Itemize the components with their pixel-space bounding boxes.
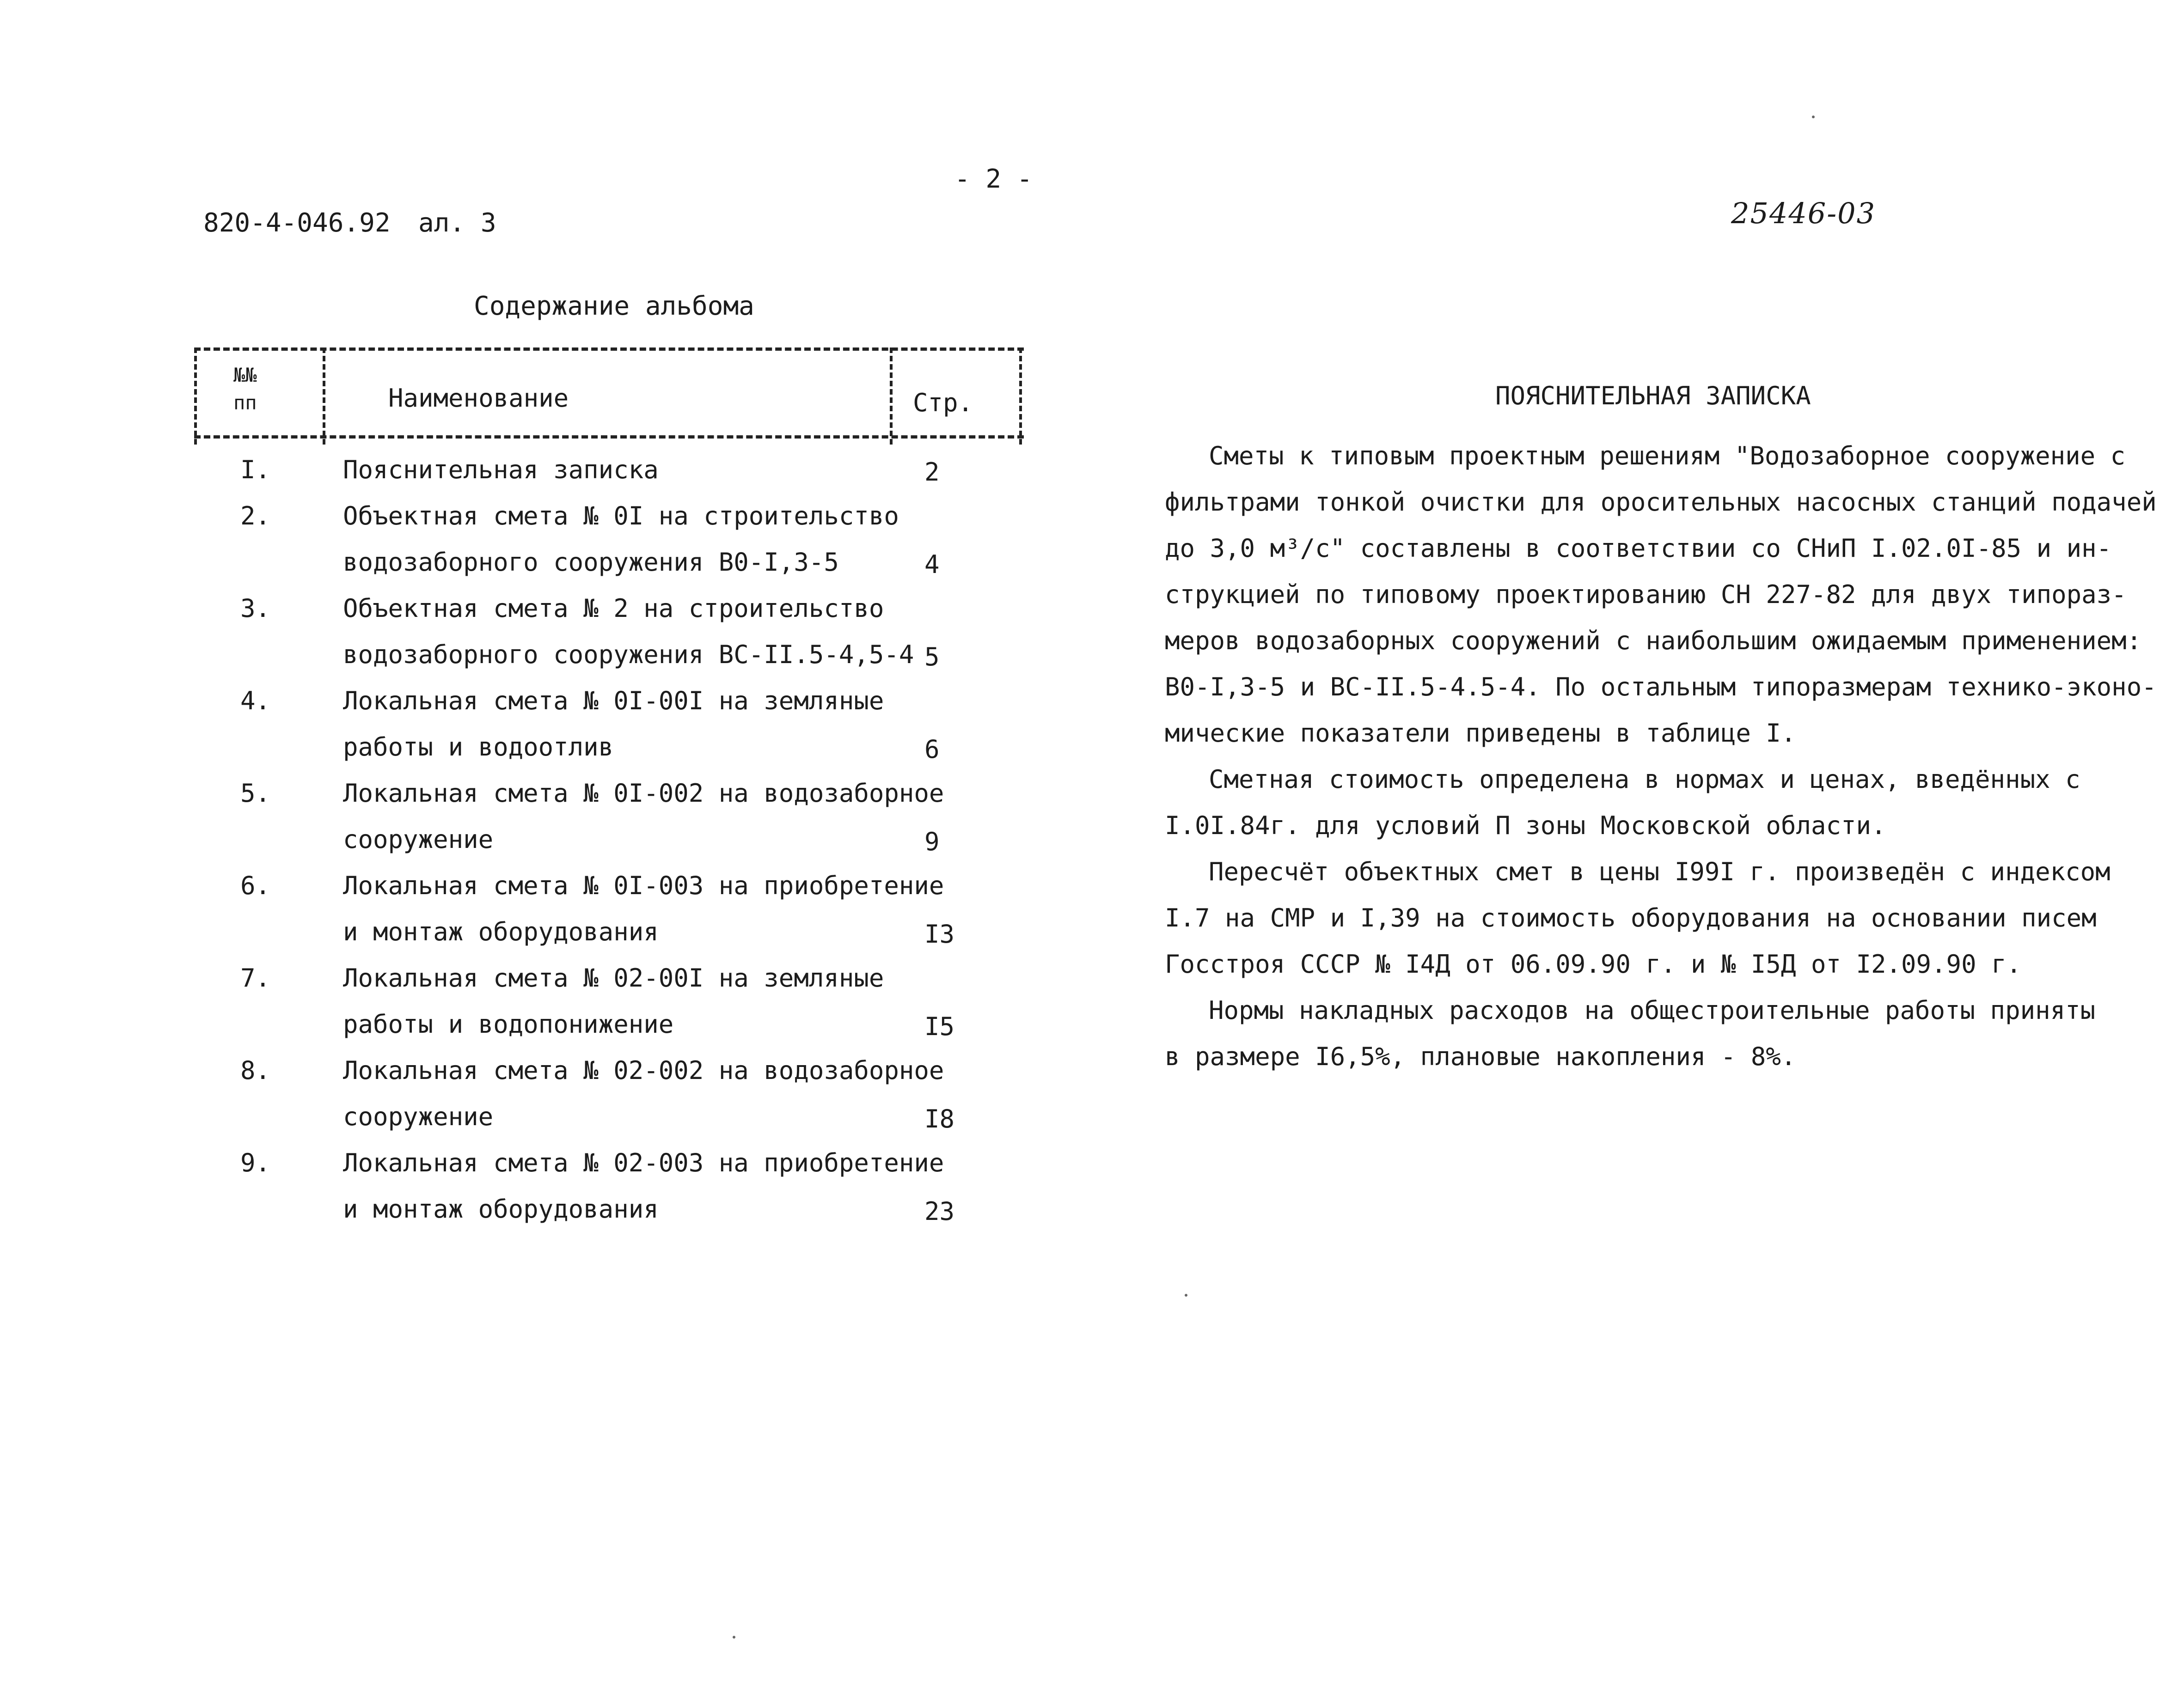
toc-row-page: I5 [924,1012,955,1041]
toc-row-page: 9 [924,827,940,856]
toc-row-title-line2: сооружение [343,825,494,854]
page-number: - 2 - [954,164,1033,194]
toc-row-title-line1: Объектная смета № 2 на строительство [343,594,884,623]
note-title: ПОЯСНИТЕЛЬНАЯ ЗАПИСКА [1495,381,1811,410]
scan-speck [733,1636,735,1639]
note-line: I.0I.84г. для условий П зоны Московской области. [1165,811,1886,840]
toc-row-page: I8 [924,1104,955,1133]
toc-row-title-line2: водозаборного сооружения В0-I,3-5 [343,548,839,577]
note-line: меров водозаборных сооружений с наибольшим ожидаемым применением: [1165,626,2142,655]
note-line: мические показатели приведены в таблице I. [1165,719,1796,748]
toc-header-left-border [194,347,197,445]
toc-row-number: 5. [240,779,271,808]
note-line: Сметы к типовым проектным решениям "Водозаборное сооружение с [1209,441,2126,470]
note-line: Сметная стоимость определена в нормах и ценах, введённых с [1209,765,2080,794]
toc-row-number: I. [240,455,271,484]
toc-row-number: 7. [240,963,271,993]
toc-row-number: 4. [240,686,271,715]
toc-col-number-bottom: пп [233,391,257,414]
toc-row-title-line2: и монтаж оборудования [343,917,659,946]
toc-row-title-line1: Локальная смета № 02-003 на приобретение [343,1148,944,1177]
toc-header-divider-2 [890,347,893,445]
toc-row-page: I3 [924,920,955,949]
note-line: фильтрами тонкой очистки для оросительных насосных станций подачей [1165,488,2157,517]
toc-row-title-line1: Локальная смета № 02-002 на водозаборное [343,1056,944,1085]
toc-row-page: 4 [924,550,940,579]
note-line: Госстроя СССР № I4Д от 06.09.90 г. и № I5Д от I2.09.90 г. [1165,950,2022,979]
toc-row-number: 8. [240,1056,271,1085]
scan-speck [1185,1294,1187,1297]
note-line: струкцией по типовому проектированию СН 227-82 для двух типораз- [1165,580,2127,609]
handwritten-archive-number: 25446-03 [1731,196,1876,230]
note-line: Нормы накладных расходов на общестроительные работы приняты [1209,996,2096,1025]
toc-row-title-line1: Локальная смета № 02-00I на земляные [343,963,884,993]
toc-row-number: 3. [240,594,271,623]
note-line: I.7 на СМР и I,39 на стоимость оборудования на основании писем [1165,903,2097,932]
toc-row-title-line2: сооружение [343,1102,494,1131]
note-line: до 3,0 м³/с" составлены в соответствии со СНиП I.02.0I-85 и ин- [1165,534,2112,563]
toc-row-title-line2: работы и водопонижение [343,1010,674,1039]
toc-header-top-border [194,347,1024,351]
toc-col-page: Стр. [913,388,973,417]
toc-row-page: 5 [924,642,940,671]
toc-row-title-line1: Локальная смета № 0I-002 на водозаборное [343,779,944,808]
toc-row-number: 9. [240,1148,271,1177]
scan-speck [1812,116,1815,118]
album-number: ал. 3 [418,208,496,238]
toc-row-title-line1: Пояснительная записка [343,455,659,484]
document-code: 820-4-046.92 [203,208,391,238]
toc-col-name: Наименование [388,384,569,413]
toc-row-title-line2: работы и водоотлив [343,732,614,762]
note-line: В0-I,3-5 и ВС-II.5-4.5-4. По остальным типоразмерам технико-эконо- [1165,672,2157,701]
note-line: Пересчёт объектных смет в цены I99I г. произведён с индексом [1209,857,2111,886]
toc-row-title-line1: Локальная смета № 0I-00I на земляные [343,686,884,715]
toc-header-right-border [1019,347,1022,445]
note-line: в размере I6,5%, плановые накопления - 8%. [1165,1042,1796,1071]
toc-col-number [233,361,257,417]
toc-row-title-line1: Локальная смета № 0I-003 на приобретение [343,871,944,900]
toc-row-page: 6 [924,735,940,764]
toc-col-number-top: №№ [233,364,257,386]
toc-row-page: 2 [924,457,940,487]
toc-title: Содержание альбома [474,291,754,321]
toc-row-number: 6. [240,871,271,900]
toc-table-header [194,347,1024,445]
toc-row-title-line2: и монтаж оборудования [343,1194,659,1224]
toc-header-bottom-border [194,435,1024,439]
toc-row-title-line2: водозаборного сооружения ВС-II.5-4,5-4 [343,640,914,669]
toc-row-title-line1: Объектная смета № 0I на строительство [343,501,899,530]
toc-header-divider-1 [323,347,325,445]
toc-row-page: 23 [924,1197,955,1226]
toc-row-number: 2. [240,501,271,530]
